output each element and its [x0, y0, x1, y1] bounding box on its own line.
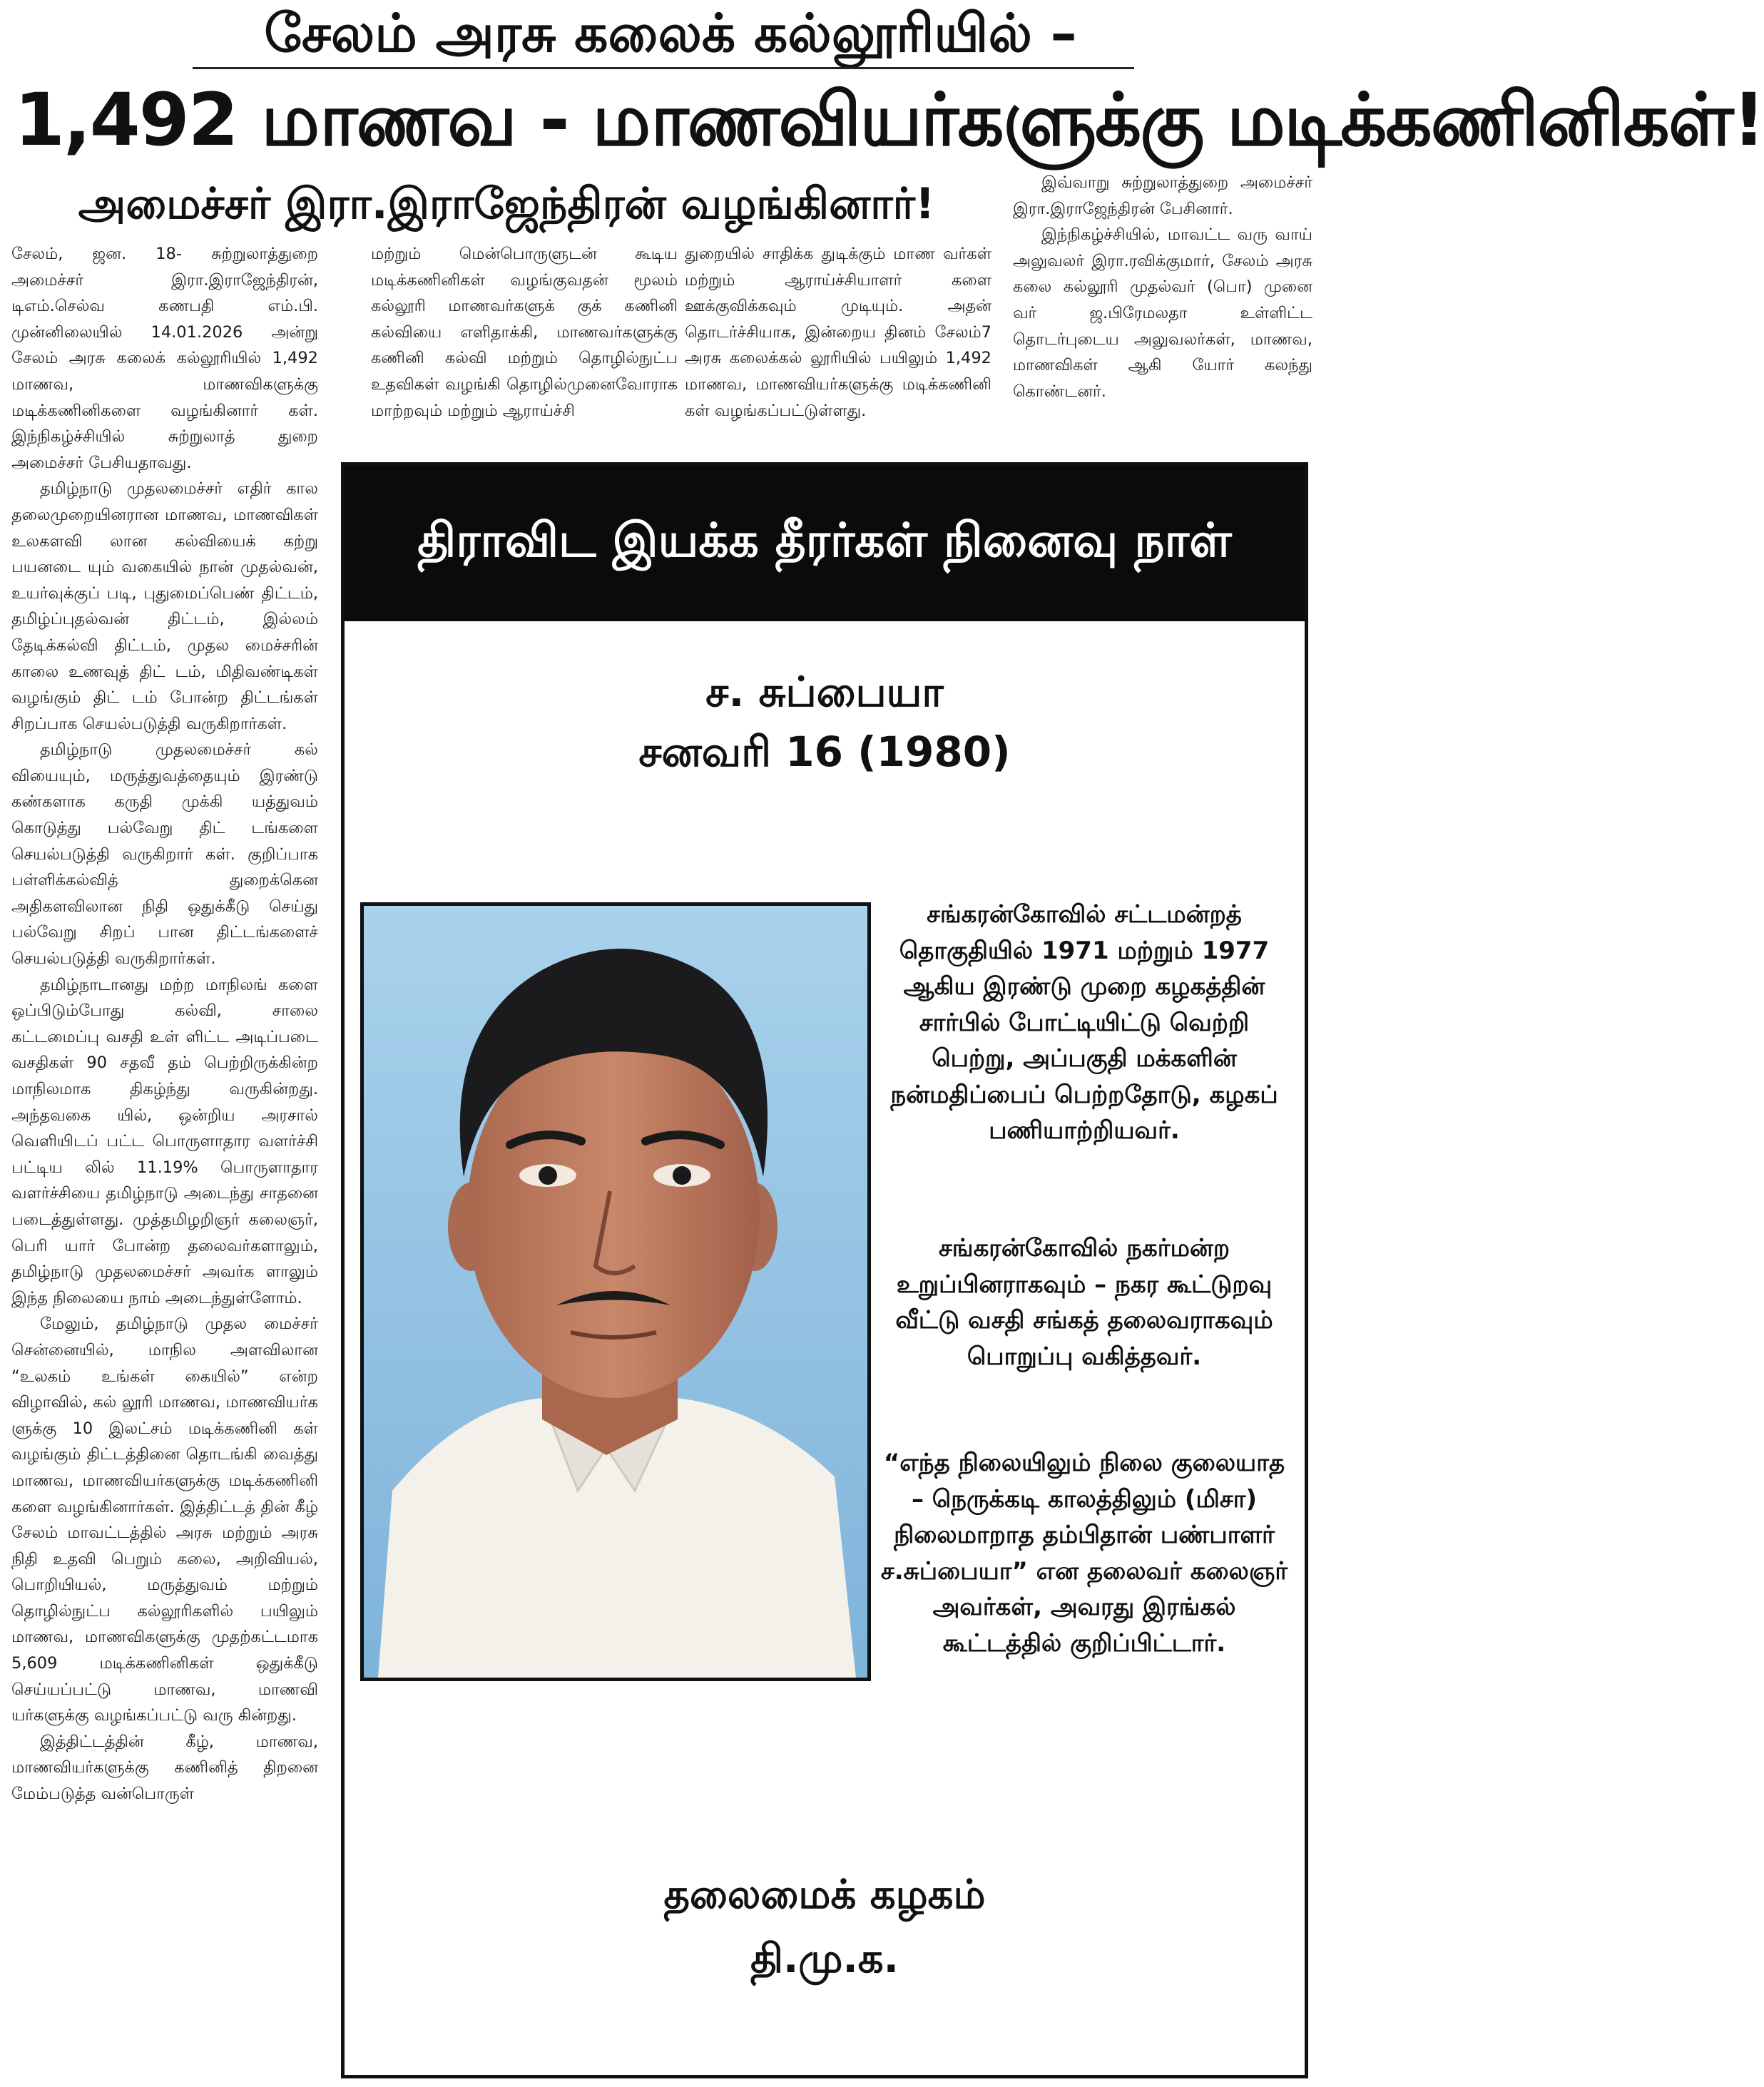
article-column-3 [685, 241, 991, 448]
memorial-date: சனவரி 16 (1980) [638, 728, 1011, 776]
headline-subtitle: அமைச்சர் இரா.இராஜேந்திரன் வழங்கினார்! [78, 179, 935, 229]
signature-line-2: தி.மு.க. [750, 1936, 899, 1982]
article-paragraph: தமிழ்நாடு முதலமைச்சர் கல் வியையும், மருத்துவத்தையும் இரண்டு கண்களாக கருதி முக்கி யத்துவம் கொடுத்து பல்வேறு திட் டங்களை செயல்படுத்தி வருகிறார் கள். குறிப்பாக பள்ளிக்கல்வித் துறைக்கென அதிகளவிலான நிதி ஒதுக்கீடு செய்து பல்வேறு சிறப் பான திட்டங்களைச் செயல்படுத்தி வருகிறார்கள். [11, 740, 318, 969]
memorial-bio-paragraph-1: சங்கரன்கோவில் சட்டமன்றத் தொகுதியில் 1971 மற்றும் 1977 ஆகிய இரண்டு முறை கழகத்தின் சார்பில் போட்டியிட்டு வெற்றி பெற்று, அப்பகுதி மக்களின் நன்மதிப்பைப் பெற்றதோடு, கழகப் பணியாற்றியவர். [890, 900, 1278, 1145]
article-column-4 [1013, 170, 1312, 455]
memorial-quote-paragraph: “எந்த நிலையிலும் நிலை குலையாத – நெருக்கடி காலத்திலும் (மிசா) நிலைமாறாத தம்பிதான் பண்பாளர் ச.சுப்பையா” என தலைவர் கலைஞர் அவர்கள், அவரது இரங்கல் கூட்டத்தில் குறிப்பிட்டார். [880, 1449, 1288, 1658]
article-paragraph: மேலும், தமிழ்நாடு முதல மைச்சர் சென்னையில், மாநில அளவிலான “உலகம் உங்கள் கையில்” என்ற விழாவில், கல் லூரி மாணவ, மாணவியர்க ளுக்கு 10 இலட்சம் மடிக்கணினி கள் வழங்கும் திட்டத்தினை தொடங்கி வைத்து மாணவ, மாணவியர்களுக்கு மடிக்கணினி களை வழங்கினார்கள். இத்திட்டத் தின் கீழ் சேலம் மாவட்டத்தில் அரசு மற்றும் அரசு நிதி உதவி பெறும் கலை, அறிவியல், பொறியியல், மருத்துவம் மற்றும் தொழில்நுட்ப கல்லூரிகளில் பயிலும் மாணவ, மாணவிகளுக்கு முதற்கட்டமாக 5,609 மடிக்கணினிகள் ஒதுக்கீடு செய்யப்பட்டு மாணவ, மாணவி யர்களுக்கு வழங்கப்பட்டு வரு கின்றது. [11, 1315, 318, 1725]
memorial-notice [341, 462, 1308, 2078]
portrait-photo [360, 902, 871, 1681]
article-paragraph: தமிழ்நாடானது மற்ற மாநிலங் களை ஒப்பிடும்போது கல்வி, சாலை கட்டமைப்பு வசதி உள் ளிட்ட அடிப்படை வசதிகள் 90 சதவீ தம் பெற்றிருக்கின்ற மாநிலமாக திகழ்ந்து வருகின்றது. அந்தவகை யில், ஒன்றிய அரசால் வெளியிடப் பட்ட பொருளாதார வளர்ச்சி பட்டிய லில் 11.19% பொருளாதார வளர்ச்சியை தமிழ்நாடு அடைந்து சாதனை படைத்துள்ளது. முத்தமிழறிஞர் கலைஞர், பெரி யார் போன்ற தலைவர்களாலும், தமிழ்நாடு முதலமைச்சர் அவர்க ளாலும் இந்த நிலையை நாம் அடைந்துள்ளோம். [11, 975, 318, 1307]
article-paragraph: தமிழ்நாடு முதலமைச்சர் எதிர் கால தலைமுறையினரான மாணவ, மாணவிகள் உலகளவி லான கல்வியைக் கற்று பயனடை யும் வகையில் நான் முதல்வன், உயர்வுக்குப் படி, புதுமைப்பெண் திட்டம், தமிழ்ப்புதல்வன் திட்டம், இல்லம் தேடிக்கல்வி திட்டம், முதல மைச்சரின் காலை உணவுத் திட் டம், மிதிவண்டிகள் வழங்கும் திட் டம் போன்ற திட்டங்கள் சிறப்பாக செயல்படுத்தி வருகிறார்கள். [11, 479, 318, 733]
article-paragraph: இந்நிகழ்ச்சியில், மாவட்ட வரு வாய் அலுவலர் இரா.ரவிக்குமார், சேலம் அரசு கலை கல்லூரி முதல்வர் (பொ) முனை வர் ஜ.பிரேமலதா உள்ளிட்ட தொடர்புடைய அலுவலர்கள், மாணவ, மாணவிகள் ஆகி யோர் கலந்து கொண்டனர். [1013, 225, 1312, 401]
article-column-2 [371, 241, 678, 448]
article-paragraph: மற்றும் மென்பொருளுடன் கூடிய மடிக்கணினிகள் வழங்குவதன் மூலம் கல்லூரி மாணவர்களுக் குக் கணினி கல்வியை எளிதாக்கி, மாணவர்களுக்கு கணினி கல்வி மற்றும் தொழில்நுட்ப உதவிகள் வழங்கி தொழில்முனைவோராக மாற்றவும் மற்றும் ஆராய்ச்சி [371, 245, 678, 420]
memorial-bio-paragraph-2: சங்கரன்கோவில் நகர்மன்ற உறுப்பினராகவும் – நகர கூட்டுறவு வீட்டு வசதி சங்கத் தலைவராகவும் பொறுப்பு வகித்தவர். [895, 1234, 1273, 1371]
memorial-banner: திராவிட இயக்க தீரர்கள் நினைவு நாள் [345, 466, 1305, 621]
memorial-name: ச. சுப்பையா [705, 668, 944, 716]
article-column-1 [11, 241, 318, 2081]
signature-line-1: தலைமைக் கழகம் [663, 1872, 986, 1918]
headline-kicker: சேலம் அரசு கலைக் கல்லூரியில் – [264, 3, 1077, 64]
portrait-illustration [364, 906, 867, 1678]
headline-divider [193, 67, 1134, 69]
headline-main: 1,492 மாணவ - மாணவியர்களுக்கு மடிக்கணினிகள்! [14, 78, 1764, 163]
article-paragraph: சேலம், ஜன. 18- சுற்றுலாத்துறை அமைச்சர் இரா.இராஜேந்திரன், டிஎம்.செல்வ கணபதி எம்.பி. முன்னிலையில் 14.01.2026 அன்று சேலம் அரசு கலைக் கல்லூரியில் 1,492 மாணவ, மாணவிகளுக்கு மடிக்கணினிகளை வழங்கினார் கள். இந்நிகழ்ச்சியில் சுற்றுலாத் துறை அமைச்சர் பேசியதாவது. [11, 245, 318, 472]
article-paragraph: இவ்வாறு சுற்றுலாத்துறை அமைச்சர் இரா.இராஜேந்திரன் பேசினார். [1013, 173, 1312, 218]
article-paragraph: துறையில் சாதிக்க துடிக்கும் மாண வர்கள் மற்றும் ஆராய்ச்சியாளர் களை ஊக்குவிக்கவும் முடியும். அதன் தொடர்ச்சியாக, இன்றைய தினம் சேலம்7 அரசு கலைக்கல் லூரியில் பயிலும் 1,492 மாணவ, மாணவியர்களுக்கு மடிக்கணினி கள் வழங்கப்பட்டுள்ளது. [685, 245, 991, 420]
article-paragraph: இத்திட்டத்தின் கீழ், மாணவ, மாணவியர்களுக்கு கணினித் திறனை மேம்படுத்த வன்பொருள் [11, 1732, 318, 1804]
